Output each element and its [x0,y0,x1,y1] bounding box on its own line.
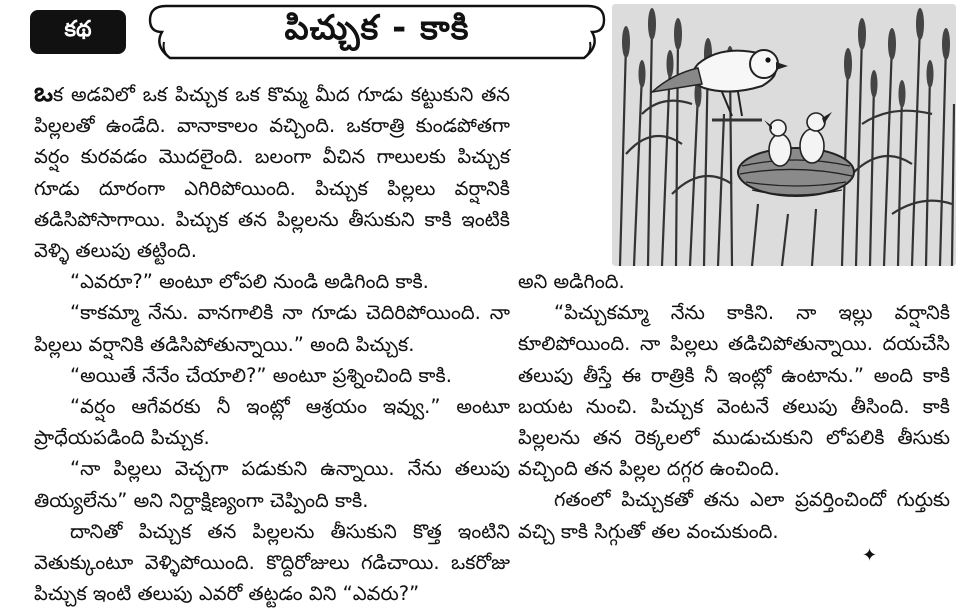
story-paragraph: ఒక అడవిలో ఒక పిచ్చుక ఒక కొమ్మ మీద గూడు కట్టుకుని తన పిల్లలతో ఉండేది. వానాకాలం వచ్చింది. ఒకరాత్రి కుండపోతగా వర్షం కురవడం మొదలైంది. బలంగా వీచిన గాలులకు పిచ్చుక గూడు దూరంగా ఎగిరిపోయింది. పిచ్చుక పిల్లలు వర్షానికి తడిసిపోసాగాయి. పిచ్చుక తన పిల్లలను తీసుకుని కాకి ఇంటికి వెళ్ళి తలుపు తట్టింది. [34,78,510,263]
title-banner [146,2,608,62]
story-paragraph: గతంలో పిచ్చుకతో తను ఎలా ప్రవర్తించిందో గుర్తుకు వచ్చి కాకి సిగ్గుతో తల వంచుకుంది. [518,488,950,543]
sparrow-nest-in-reeds-icon [612,4,956,266]
page-title: పిచ్చుక - కాకి [284,8,470,48]
story-paragraph: “అయితే నేనేం చేయాలి?” అంటూ ప్రశ్నించింది కాకి. [70,363,452,387]
category-tag [30,10,126,54]
story-paragraph: “వర్షం ఆగేవరకు నీ ఇంట్లో ఆశ్రయం ఇవ్వు.” అంటూ ప్రాధేయపడింది పిచ్చుక. [34,395,510,450]
drop-cap: ఒ [34,78,54,108]
end-mark-icon: ✦ [862,545,878,566]
story-paragraph: “కాకమ్మా నేను. వానగాలికి నా గూడు చెదిరిపోయింది. నా పిల్లలు వర్షానికి తడిసిపోతున్నాయి.” అంది పిచ్చుక. [34,301,510,356]
story-paragraph: “పిచ్చుకమ్మా నేను కాకిని. నా ఇల్లు వర్షానికి కూలిపోయింది. నా పిల్లలు తడిచిపోతున్నాయి. దయచేసి తలుపు తీస్తే ఈ రాత్రికి నీ ఇంట్లో ఉంటాను.” అంది కాకి బయట నుంచి. పిచ్చుక వెంటనే తలుపు తీసింది. కాకి పిల్లలను తన రెక్కలలో ముడుచుకుని లోపలికి తీసుకు వచ్చింది తన పిల్లల దగ్గర ఉంచింది. [518,301,950,481]
story-column-left [34,78,510,609]
story-paragraph: “నా పిల్లలు వెచ్చగా పడుకుని ఉన్నాయి. నేను తలుపు తియ్యలేను” అని నిర్దాక్షిణ్యంగా చెప్పింది కాకి. [34,457,510,512]
story-paragraph: “ఎవరూ?” అంటూ లోపలి నుండి అడిగింది కాకి. [70,270,429,294]
story-paragraph: దానితో పిచ్చుక తన పిల్లలను తీసుకుని కొత్త ఇంటిని వెతుక్కుంటూ వెళ్ళిపోయింది. కొద్దిరోజులు గడిచాయి. ఒకరోజు పిచ్చుక ఇంటి తలుపు ఎవరో తట్టడం విని “ఎవరు?” [34,519,510,606]
story-column-right [518,266,950,547]
category-label: కథ [64,17,92,42]
story-paragraph: అని అడిగింది. [518,270,625,293]
sparrow-nest-illustration [612,4,956,266]
